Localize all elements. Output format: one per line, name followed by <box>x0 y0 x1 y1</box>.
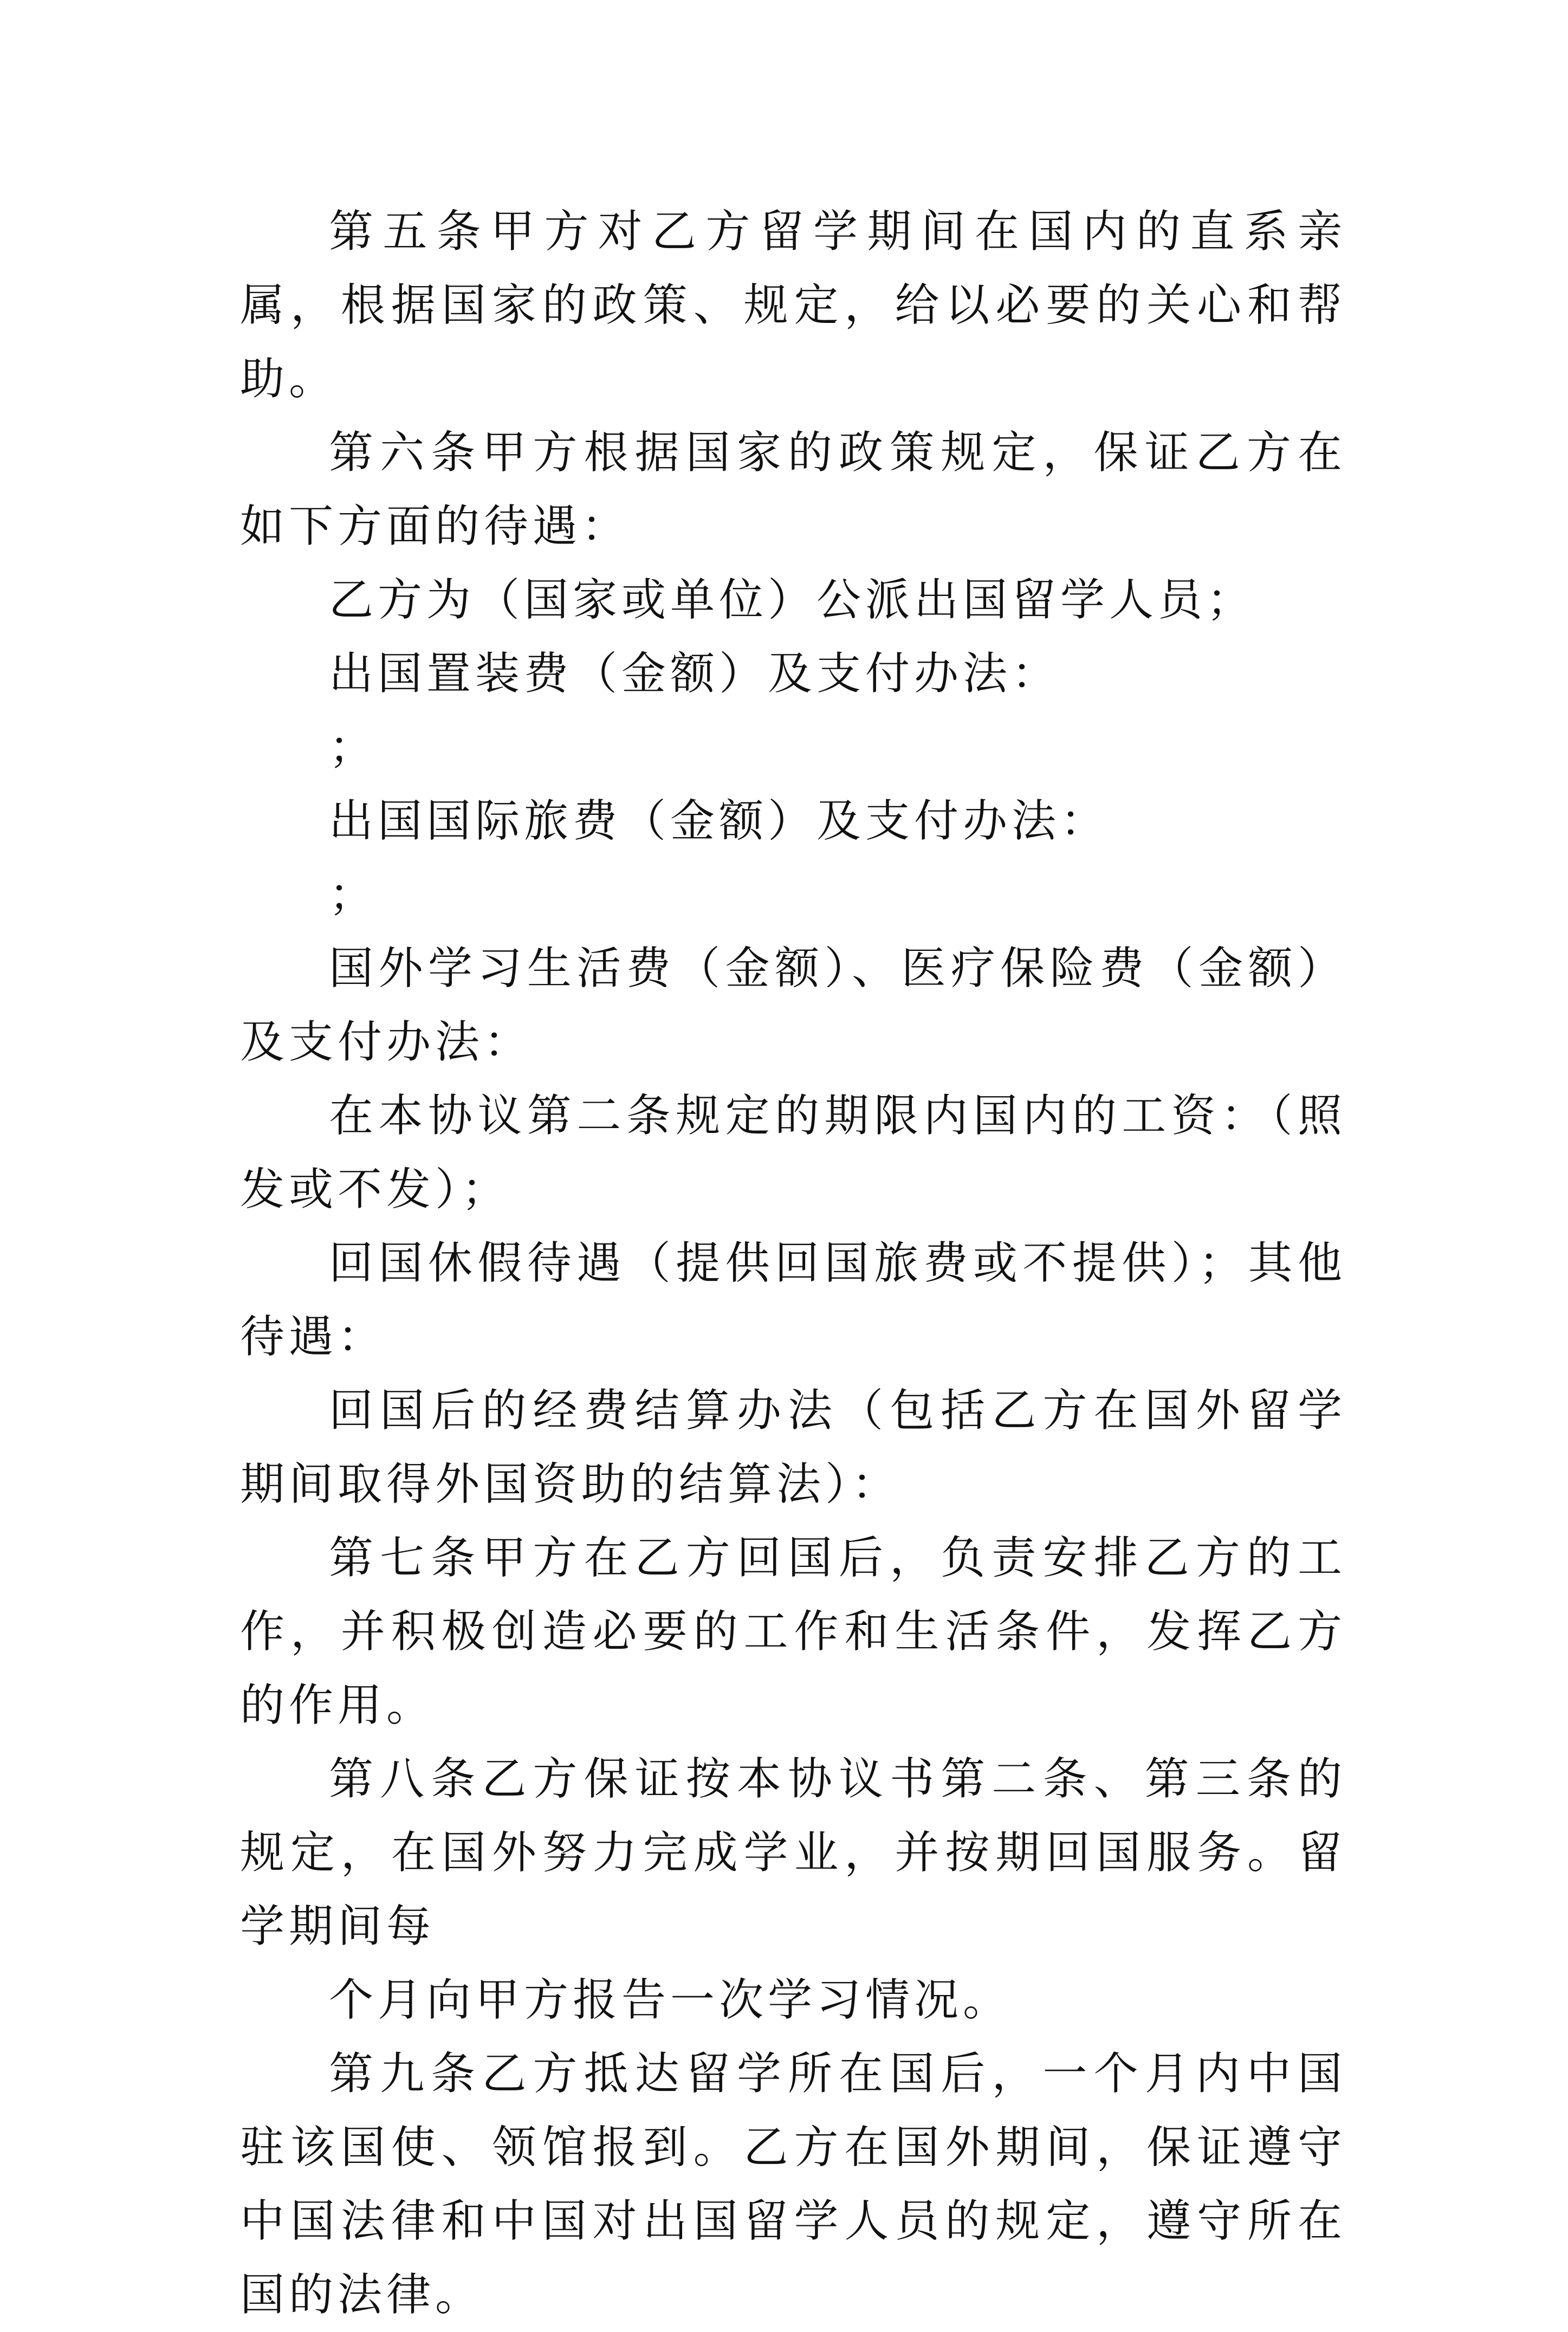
paragraph-vacation: 回国休假待遇（提供回国旅费或不提供）；其他待遇： <box>240 1238 1346 1363</box>
paragraph-article-8: 第八条乙方保证按本协议书第二条、第三条的规定，在国外努力完成学业，并按期回国服务。留学期间每 <box>240 1753 1346 1952</box>
paragraph-article-6: 第六条甲方根据国家的政策规定，保证乙方在如下方面的待遇： <box>240 427 1346 552</box>
paragraph-blank-1: ； <box>329 722 378 773</box>
paragraph-travel-fee: 出国国际旅费（金额）及支付办法： <box>329 795 1110 847</box>
paragraph-report: 个月向甲方报告一次学习情况。 <box>329 1974 1012 2026</box>
paragraph-living-fee: 国外学习生活费（金额）、医疗保险费（金额）及支付办法： <box>240 943 1346 1068</box>
paragraph-blank-2: ； <box>329 869 378 921</box>
paragraph-status: 乙方为（国家或单位）公派出国留学人员； <box>329 574 1256 626</box>
paragraph-article-7: 第七条甲方在乙方回国后，负责安排乙方的工作，并积极创造必要的工作和生活条件，发挥乙方的作用。 <box>240 1532 1346 1731</box>
agreement-text <box>240 195 1346 2332</box>
paragraph-salary: 在本协议第二条规定的期限内国内的工资：（照发或不发）； <box>240 1090 1346 1215</box>
paragraph-outfit-fee: 出国置装费（金额）及支付办法： <box>329 648 1061 699</box>
paragraph-article-5: 第五条甲方对乙方留学期间在国内的直系亲属，根据国家的政策、规定，给以必要的关心和帮助。 <box>240 206 1346 405</box>
paragraph-settlement: 回国后的经费结算办法（包括乙方在国外留学期间取得外国资助的结算法）： <box>240 1385 1346 1510</box>
paragraph-article-9: 第九条乙方抵达留学所在国后，一个月内中国驻该国使、领馆报到。乙方在国外期间，保证遵守中国法律和中国对出国留学人员的规定，遵守所在国的法律。 <box>240 2048 1346 2321</box>
